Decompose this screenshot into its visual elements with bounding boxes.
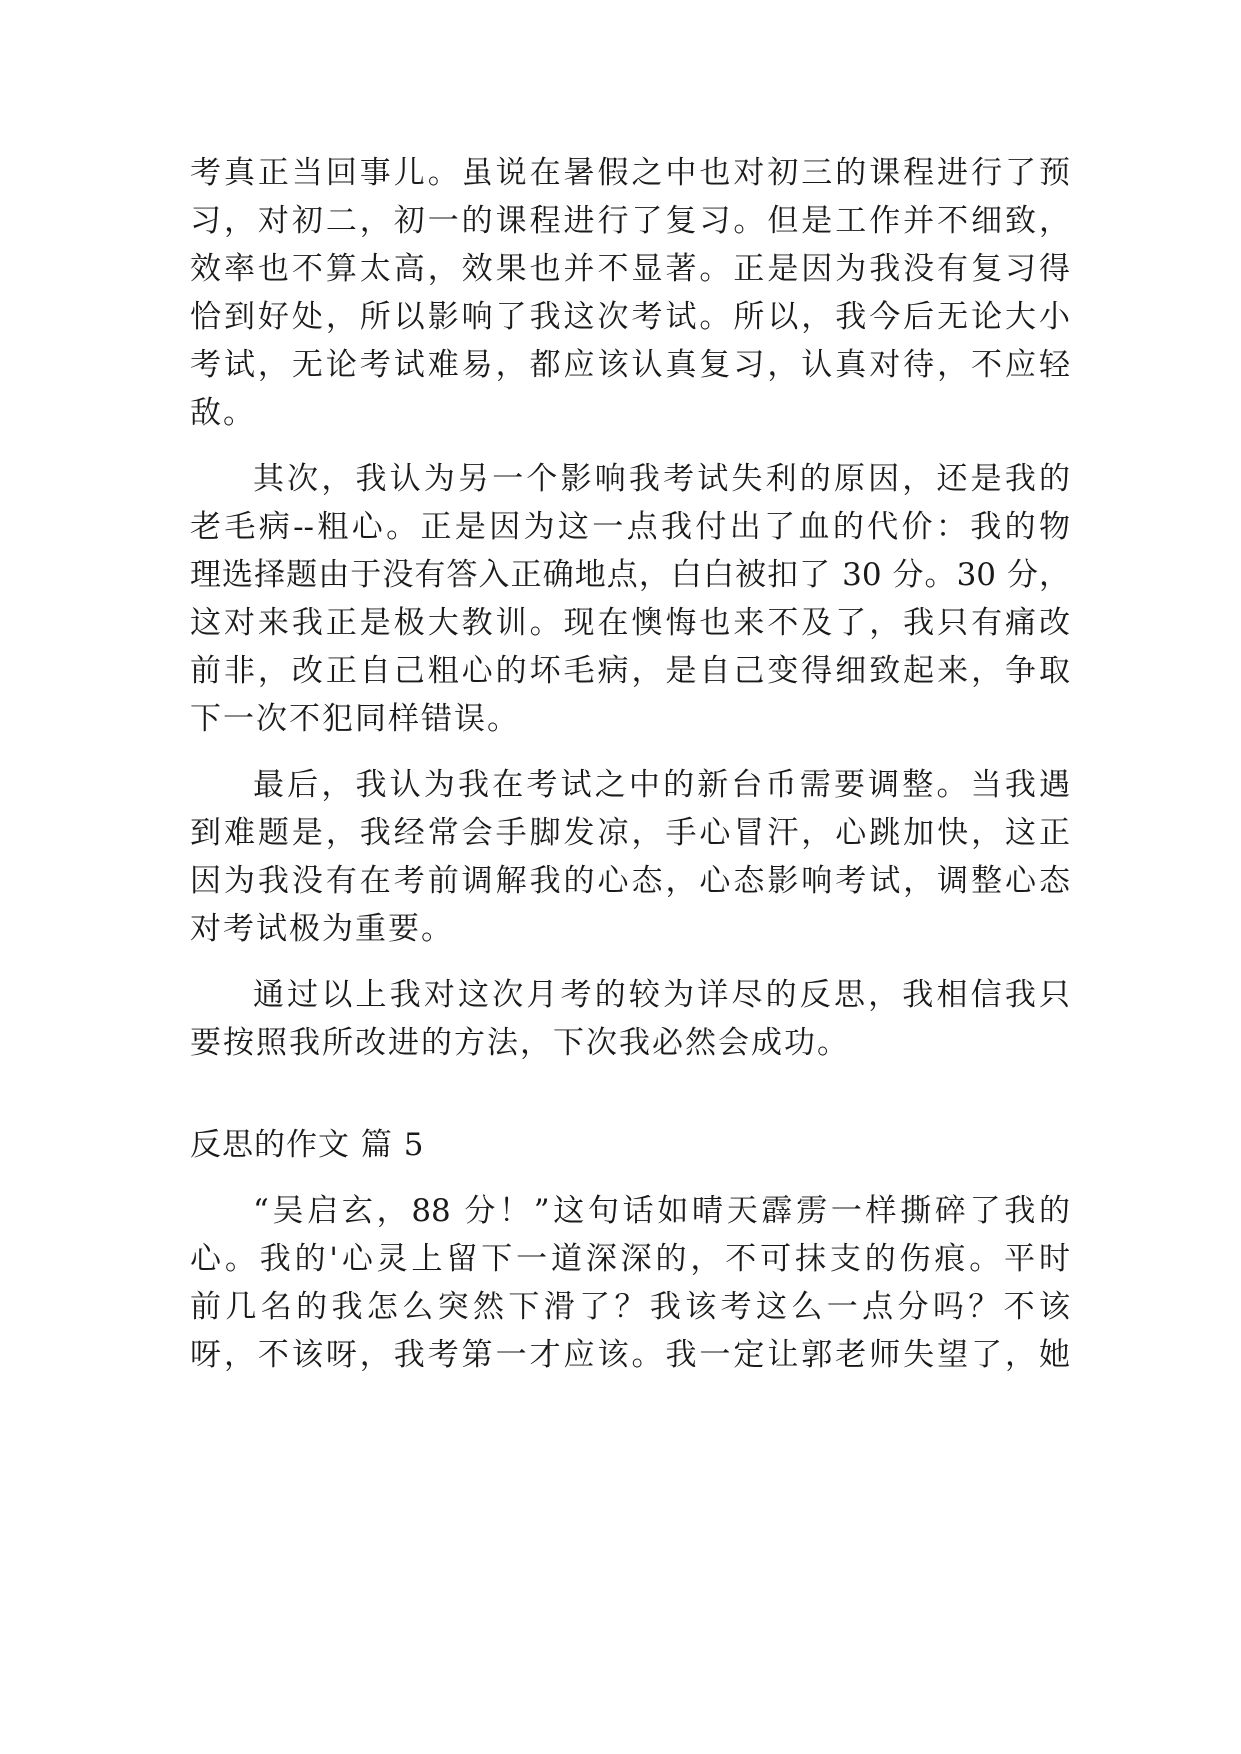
text-line: 因为我没有在考前调解我的心态，心态影响考试，调整心态: [190, 863, 1070, 899]
text-line: 考试，无论考试难易，都应该认真复习，认真对待，不应轻: [190, 347, 1070, 383]
text-line: 敌。: [190, 395, 256, 431]
text-line: 要按照我所改进的方法，下次我必然会成功。: [190, 1025, 850, 1061]
paragraph-start-line: 通过以上我对这次月考的较为详尽的反思，我相信我只: [253, 977, 1070, 1013]
text-line: 老毛病--粗心。正是因为这一点我付出了血的代价：我的物: [190, 509, 1070, 545]
paragraph-start-line: 其次，我认为另一个影响我考试失利的原因，还是我的: [253, 461, 1070, 497]
paragraph-start-line: “吴启玄，88 分！”这句话如晴天霹雳一样撕碎了我的: [253, 1193, 1070, 1229]
paragraph-start-line: 最后，我认为我在考试之中的新台币需要调整。当我遇: [253, 767, 1070, 803]
text-line: 前几名的我怎么突然下滑了？我该考这么一点分吗？不该: [190, 1289, 1070, 1325]
text-line: 习，对初二，初一的课程进行了复习。但是工作并不细致，: [190, 203, 1070, 239]
text-line: 对考试极为重要。: [190, 911, 454, 947]
text-line: 考真正当回事儿。虽说在暑假之中也对初三的课程进行了预: [190, 155, 1070, 191]
text-line: 效率也不算太高，效果也并不显著。正是因为我没有复习得: [190, 251, 1070, 287]
text-line: 理选择题由于没有答入正确地点，白白被扣了 30 分。30 分，: [190, 557, 1070, 593]
text-line: 呀，不该呀，我考第一才应该。我一定让郭老师失望了，她: [190, 1337, 1070, 1373]
text-line: 前非，改正自己粗心的坏毛病，是自己变得细致起来，争取: [190, 653, 1070, 689]
text-line: 到难题是，我经常会手脚发凉，手心冒汗，心跳加快，这正: [190, 815, 1070, 851]
text-line: 心。我的'心灵上留下一道深深的，不可抹支的伤痕。平时: [190, 1241, 1070, 1277]
section-heading: 反思的作文 篇 5: [190, 1127, 425, 1163]
text-line: 恰到好处，所以影响了我这次考试。所以，我今后无论大小: [190, 299, 1070, 335]
text-line: 这对来我正是极大教训。现在懊悔也来不及了，我只有痛改: [190, 605, 1070, 641]
text-line: 下一次不犯同样错误。: [190, 701, 520, 737]
